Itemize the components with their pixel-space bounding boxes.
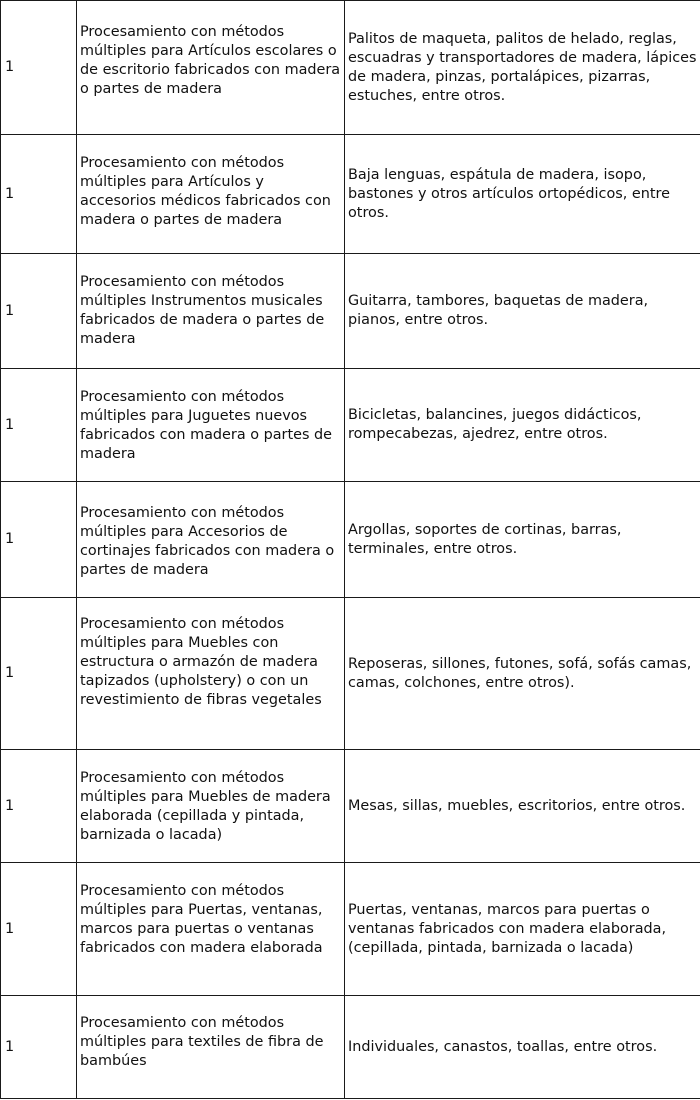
product-examples: Mesas, sillas, muebles, escritorios, entre otros.	[345, 750, 700, 863]
table-row	[1, 863, 700, 996]
row-number: 1	[1, 1, 77, 135]
process-text: Procesamiento con métodos múltiples para Muebles con estructura o armazón de madera tapizados (upholstery) o con un revestimiento de fibras vegetales	[80, 616, 322, 708]
product-examples: Baja lenguas, espátula de madera, isopo, bastones y otros artículos ortopédicos, entre otros.	[345, 135, 700, 254]
row-number: 1	[1, 598, 77, 750]
process-description	[77, 369, 345, 482]
table-row	[1, 598, 700, 750]
table-row	[1, 482, 700, 598]
process-description	[77, 996, 345, 1099]
table-row	[1, 254, 700, 369]
row-number: 1	[1, 369, 77, 482]
process-text: Procesamiento con métodos múltiples para Artículos escolares o de escritorio fabricados con madera o partes de madera	[80, 24, 341, 97]
process-text: Procesamiento con métodos múltiples para Muebles de madera elaborada (cepillada y pintada, barnizada o lacada)	[80, 770, 331, 843]
process-description	[77, 254, 345, 369]
table-row	[1, 1, 700, 135]
process-text: Procesamiento con métodos múltiples para Puertas, ventanas, marcos para puertas o ventanas fabricados con madera elaborada	[80, 883, 323, 956]
process-text: Procesamiento con métodos múltiples Instrumentos musicales fabricados de madera o partes de madera	[80, 274, 325, 347]
row-number: 1	[1, 996, 77, 1099]
process-text: Procesamiento con métodos múltiples para Accesorios de cortinajes fabricados con madera o partes de madera	[80, 505, 335, 578]
table-row	[1, 996, 700, 1099]
process-description	[77, 598, 345, 750]
product-examples: Individuales, canastos, toallas, entre otros.	[345, 996, 700, 1099]
row-number: 1	[1, 482, 77, 598]
product-examples: Puertas, ventanas, marcos para puertas o ventanas fabricados con madera elaborada, (cepillada, pintada, barnizada o lacada)	[345, 863, 700, 996]
process-text: Procesamiento con métodos múltiples para textiles de fibra de bambúes	[80, 1015, 324, 1069]
process-description	[77, 135, 345, 254]
product-examples: Argollas, soportes de cortinas, barras, terminales, entre otros.	[345, 482, 700, 598]
product-examples: Bicicletas, balancines, juegos didácticos, rompecabezas, ajedrez, entre otros.	[345, 369, 700, 482]
process-description	[77, 863, 345, 996]
process-description	[77, 1, 345, 135]
row-number: 1	[1, 750, 77, 863]
process-description	[77, 750, 345, 863]
table-row	[1, 750, 700, 863]
row-number: 1	[1, 135, 77, 254]
row-number: 1	[1, 863, 77, 996]
product-examples: Palitos de maqueta, palitos de helado, reglas, escuadras y transportadores de madera, lápices de madera, pinzas, portalápices, pizarras, estuches, entre otros.	[345, 1, 700, 135]
table-row	[1, 135, 700, 254]
product-examples: Reposeras, sillones, futones, sofá, sofás camas, camas, colchones, entre otros).	[345, 598, 700, 750]
process-text: Procesamiento con métodos múltiples para Juguetes nuevos fabricados con madera o partes de madera	[80, 389, 333, 462]
table-row	[1, 369, 700, 482]
product-examples: Guitarra, tambores, baquetas de madera, pianos, entre otros.	[345, 254, 700, 369]
row-number: 1	[1, 254, 77, 369]
process-text: Procesamiento con métodos múltiples para Artículos y accesorios médicos fabricados con madera o partes de madera	[80, 155, 331, 228]
process-description	[77, 482, 345, 598]
